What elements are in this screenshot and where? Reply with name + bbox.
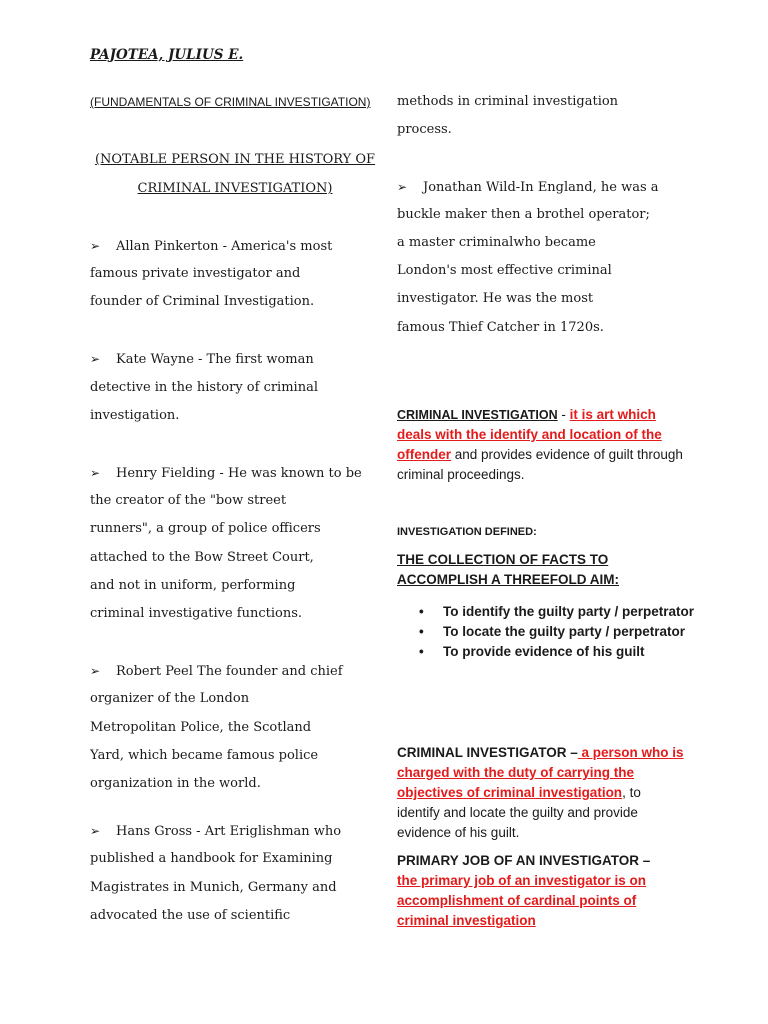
collection-heading-line1: THE COLLECTION OF FACTS TO	[397, 552, 609, 567]
criminal-investigator-definition	[397, 743, 687, 843]
criminal-investigation-definition	[397, 405, 687, 485]
entry-line: detective in the history of criminal	[90, 380, 318, 395]
section-title-line1: (NOTABLE PERSON IN THE HISTORY OF	[94, 152, 376, 167]
course-title: (FUNDAMENTALS OF CRIMINAL INVESTIGATION)	[90, 95, 371, 109]
entry-line: advocated the use of scientific	[90, 908, 291, 923]
list-item: • To locate the guilty party / perpetrator	[397, 622, 703, 642]
entry-line: investigator. He was the most	[397, 291, 594, 306]
definition-dash: –	[566, 745, 578, 760]
entry-line: Magistrates in Munich, Germany and	[90, 880, 337, 895]
list-item: • To identify the guilty party / perpetrator	[397, 602, 703, 622]
definition-term: CRIMINAL INVESTIGATION	[397, 408, 558, 422]
arrow-bullet-icon: ➢	[90, 239, 101, 253]
arrow-bullet-icon: ➢	[90, 824, 101, 838]
section-title-line2: CRIMINAL INVESTIGATION)	[137, 181, 333, 196]
entry-line: published a handbook for Examining	[90, 851, 333, 866]
definition-dash: –	[639, 853, 651, 868]
definition-highlight: the primary job of an investigator is on accomplishment of cardinal points of criminal investigation	[397, 873, 647, 928]
entry-line: Yard, which became famous police	[90, 748, 319, 763]
definition-highlight: it is art which deals with the identify and location of the offender	[397, 407, 662, 462]
entry-line: Kate Wayne - The first woman	[116, 352, 314, 367]
arrow-bullet-icon: ➢	[90, 664, 101, 678]
definition-dash: -	[557, 407, 570, 422]
entry-line: organization in the world.	[90, 776, 261, 791]
arrow-bullet-icon: ➢	[90, 352, 101, 366]
definition-highlight: a person who is charged with the duty of carrying the objectives of criminal investigation	[397, 745, 684, 800]
entry-line: process.	[397, 122, 452, 137]
entry-line: founder of Criminal Investigation.	[90, 294, 315, 309]
definition-term: CRIMINAL INVESTIGATOR	[397, 745, 567, 760]
definition-rest: and provides evidence of guilt through criminal proceedings.	[397, 447, 683, 482]
entry-line: criminal investigative functions.	[90, 606, 303, 621]
entry-line: methods in criminal investigation	[397, 94, 619, 109]
author-name: PAJOTEA, JULIUS E.	[90, 47, 244, 63]
list-item: • To provide evidence of his guilt	[397, 642, 703, 662]
entry-line: London's most effective criminal	[397, 263, 612, 278]
entry-line: famous private investigator and	[90, 266, 301, 281]
threefold-aim-list	[397, 602, 703, 662]
entry-line: organizer of the London	[90, 691, 250, 706]
entry-line: runners", a group of police officers	[90, 521, 321, 536]
entry-line: the creator of the "bow street	[90, 493, 287, 508]
entry-line: buckle maker then a brothel operator;	[397, 207, 650, 222]
definition-term: PRIMARY JOB OF AN INVESTIGATOR	[397, 853, 640, 868]
entry-line: and not in uniform, performing	[90, 578, 296, 593]
entry-line: Robert Peel The founder and chief	[116, 664, 343, 679]
entry-line: Hans Gross - Art Eriglishman who	[116, 824, 342, 839]
primary-job-definition	[397, 851, 687, 931]
investigation-defined-label: INVESTIGATION DEFINED:	[397, 526, 537, 538]
arrow-bullet-icon: ➢	[397, 180, 408, 194]
entry-line: investigation.	[90, 408, 180, 423]
entry-line: attached to the Bow Street Court,	[90, 550, 314, 565]
entry-line: a master criminalwho became	[397, 235, 596, 250]
definition-rest: , to identify and locate the guilty and provide evidence of his guilt.	[397, 785, 641, 840]
entry-line: Allan Pinkerton - America's most	[116, 239, 333, 254]
entry-line: Jonathan Wild-In England, he was a	[423, 180, 659, 195]
entry-line: Henry Fielding - He was known to be	[116, 466, 362, 481]
collection-heading-line2: ACCOMPLISH A THREEFOLD AIM:	[397, 572, 619, 587]
entry-line: Metropolitan Police, the Scotland	[90, 720, 312, 735]
arrow-bullet-icon: ➢	[90, 466, 101, 480]
entry-line: famous Thief Catcher in 1720s.	[397, 320, 604, 335]
